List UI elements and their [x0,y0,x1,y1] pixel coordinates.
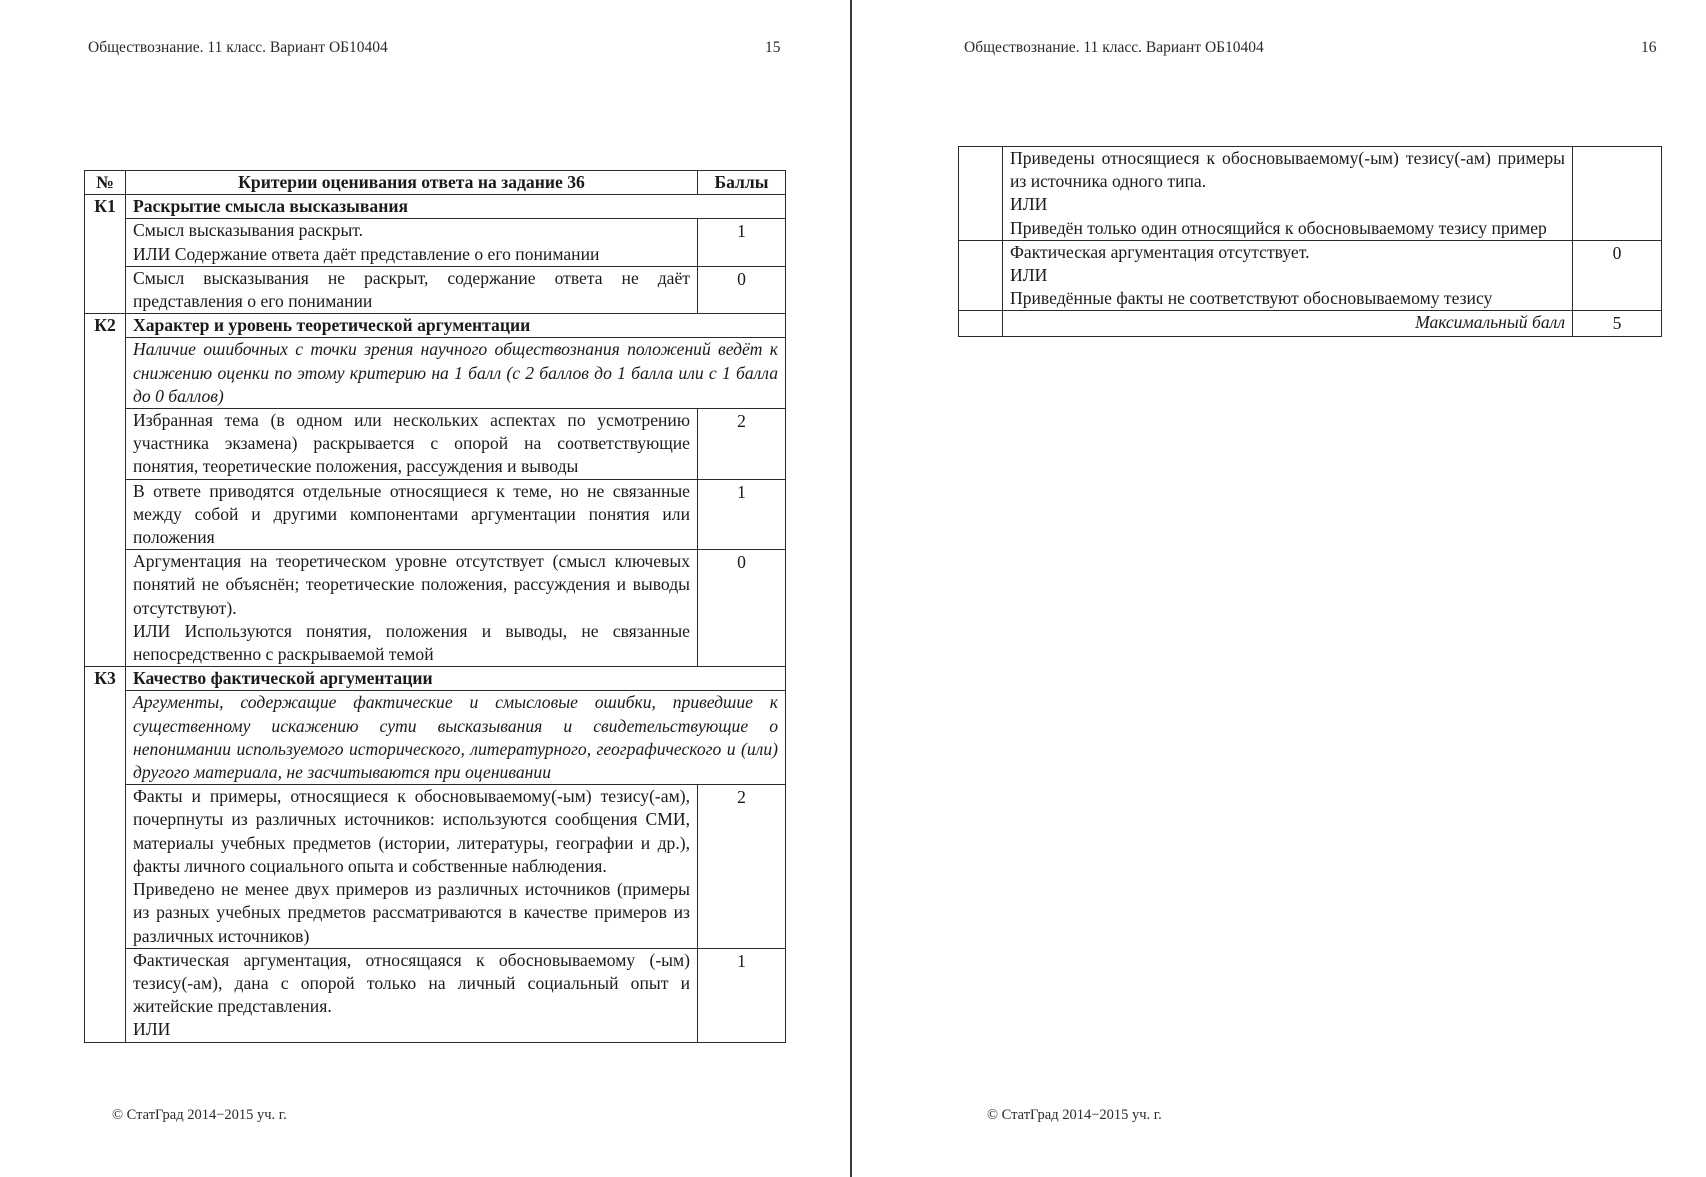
page-header: Обществознание. 11 класс. Вариант ОБ10404 [964,39,1264,56]
criterion-k2-title-row [85,314,786,338]
criterion-note: Аргументы, содержащие фактические и смысловые ошибки, приведшие к существенному искажению сути высказывания и свидетельствующие о непонимании используемого исторического, литературного, географического и (или) другого материала, не засчитываются при оценивании [126,691,786,785]
criterion-code: К2 [85,314,126,667]
max-score-row [959,311,1662,336]
criterion-description: Аргументация на теоретическом уровне отсутствует (смысл ключевых понятий не объяснён; теоретические положения, рассуждения и выводы отсутствуют). ИЛИ Используются понятия, положения и выводы, не связанные непосредственно с раскрываемой темой [126,550,698,667]
max-score-label: Максимальный балл [1003,311,1573,336]
points-value: 2 [698,409,786,480]
criterion-k1-title-row [85,195,786,219]
page-header: Обществознание. 11 класс. Вариант ОБ10404 [88,39,388,56]
criterion-description: Фактическая аргументация отсутствует. ИЛИ Приведённые факты не соответствуют обосновываемому тезису [1003,240,1573,311]
table-row [85,409,786,480]
criterion-code-cell [959,311,1003,336]
table-row [85,550,786,667]
points-value [1573,147,1662,241]
col-header-criteria: Критерии оценивания ответа на задание 36 [126,171,698,195]
page-number: 16 [1641,39,1657,56]
criteria-table [84,170,786,1043]
max-score-value: 5 [1573,311,1662,336]
table-row [85,785,786,948]
points-value: 0 [698,266,786,313]
points-value: 1 [698,479,786,550]
col-header-number: № [85,171,126,195]
criterion-description: Смысл высказывания не раскрыт, содержание ответа не даёт представления о его понимании [126,266,698,313]
points-value: 0 [1573,240,1662,311]
criteria-table-continued [958,146,1662,337]
table-header-row [85,171,786,195]
col-header-points: Баллы [698,171,786,195]
criterion-description: Смысл высказывания раскрыт. ИЛИ Содержание ответа даёт представление о его понимании [126,219,698,266]
criterion-title: Характер и уровень теоретической аргументации [126,314,786,338]
criterion-description: В ответе приводятся отдельные относящиеся к теме, но не связанные между собой и другими компонентами аргументации понятия или положения [126,479,698,550]
criterion-code-cell [959,147,1003,241]
points-value: 0 [698,550,786,667]
table-row [959,147,1662,241]
table-row [85,948,786,1042]
criterion-description: Факты и примеры, относящиеся к обосновываемому(-ым) тезису(-ам), почерпнуты из различных источников: используются сообщения СМИ, материалы учебных предметов (истории, литературы, географии и др.), факты личного социального опыта и собственные наблюдения. Приведено не менее двух примеров из различных источников (примеры из разных учебных предметов рассматриваются в качестве примеров из различных источников) [126,785,698,948]
table-row [85,338,786,409]
criterion-k3-title-row [85,667,786,691]
criterion-code: К1 [85,195,126,314]
criterion-description: Избранная тема (в одном или нескольких аспектах по усмотрению участника экзамена) раскрывается с опорой на соответствующие понятия, теоретические положения, рассуждения и выводы [126,409,698,480]
criterion-note: Наличие ошибочных с точки зрения научного обществознания положений ведёт к снижению оценки по этому критерию на 1 балл (с 2 баллов до 1 балла или с 1 балла до 0 баллов) [126,338,786,409]
criterion-title: Раскрытие смысла высказывания [126,195,786,219]
points-value: 1 [698,219,786,266]
criterion-code: К3 [85,667,126,1042]
points-value: 1 [698,948,786,1042]
criterion-description: Приведены относящиеся к обосновываемому(-ым) тезису(-ам) примеры из источника одного типа. ИЛИ Приведён только один относящийся к обосновываемому тезису пример [1003,147,1573,241]
table-row [85,266,786,313]
page-number: 15 [765,39,781,56]
page-footer: © СтатГрад 2014−2015 уч. г. [112,1107,287,1123]
points-value: 2 [698,785,786,948]
page-15 [0,0,850,1177]
table-row [959,240,1662,311]
table-row [85,691,786,785]
page-footer: © СтатГрад 2014−2015 уч. г. [987,1107,1162,1123]
criterion-description: Фактическая аргументация, относящаяся к обосновываемому (-ым) тезису(-ам), дана с опорой только на личный социальный опыт и житейские представления. ИЛИ [126,948,698,1042]
criterion-code-cell [959,240,1003,311]
criterion-title: Качество фактической аргументации [126,667,786,691]
table-row [85,479,786,550]
table-row [85,219,786,266]
